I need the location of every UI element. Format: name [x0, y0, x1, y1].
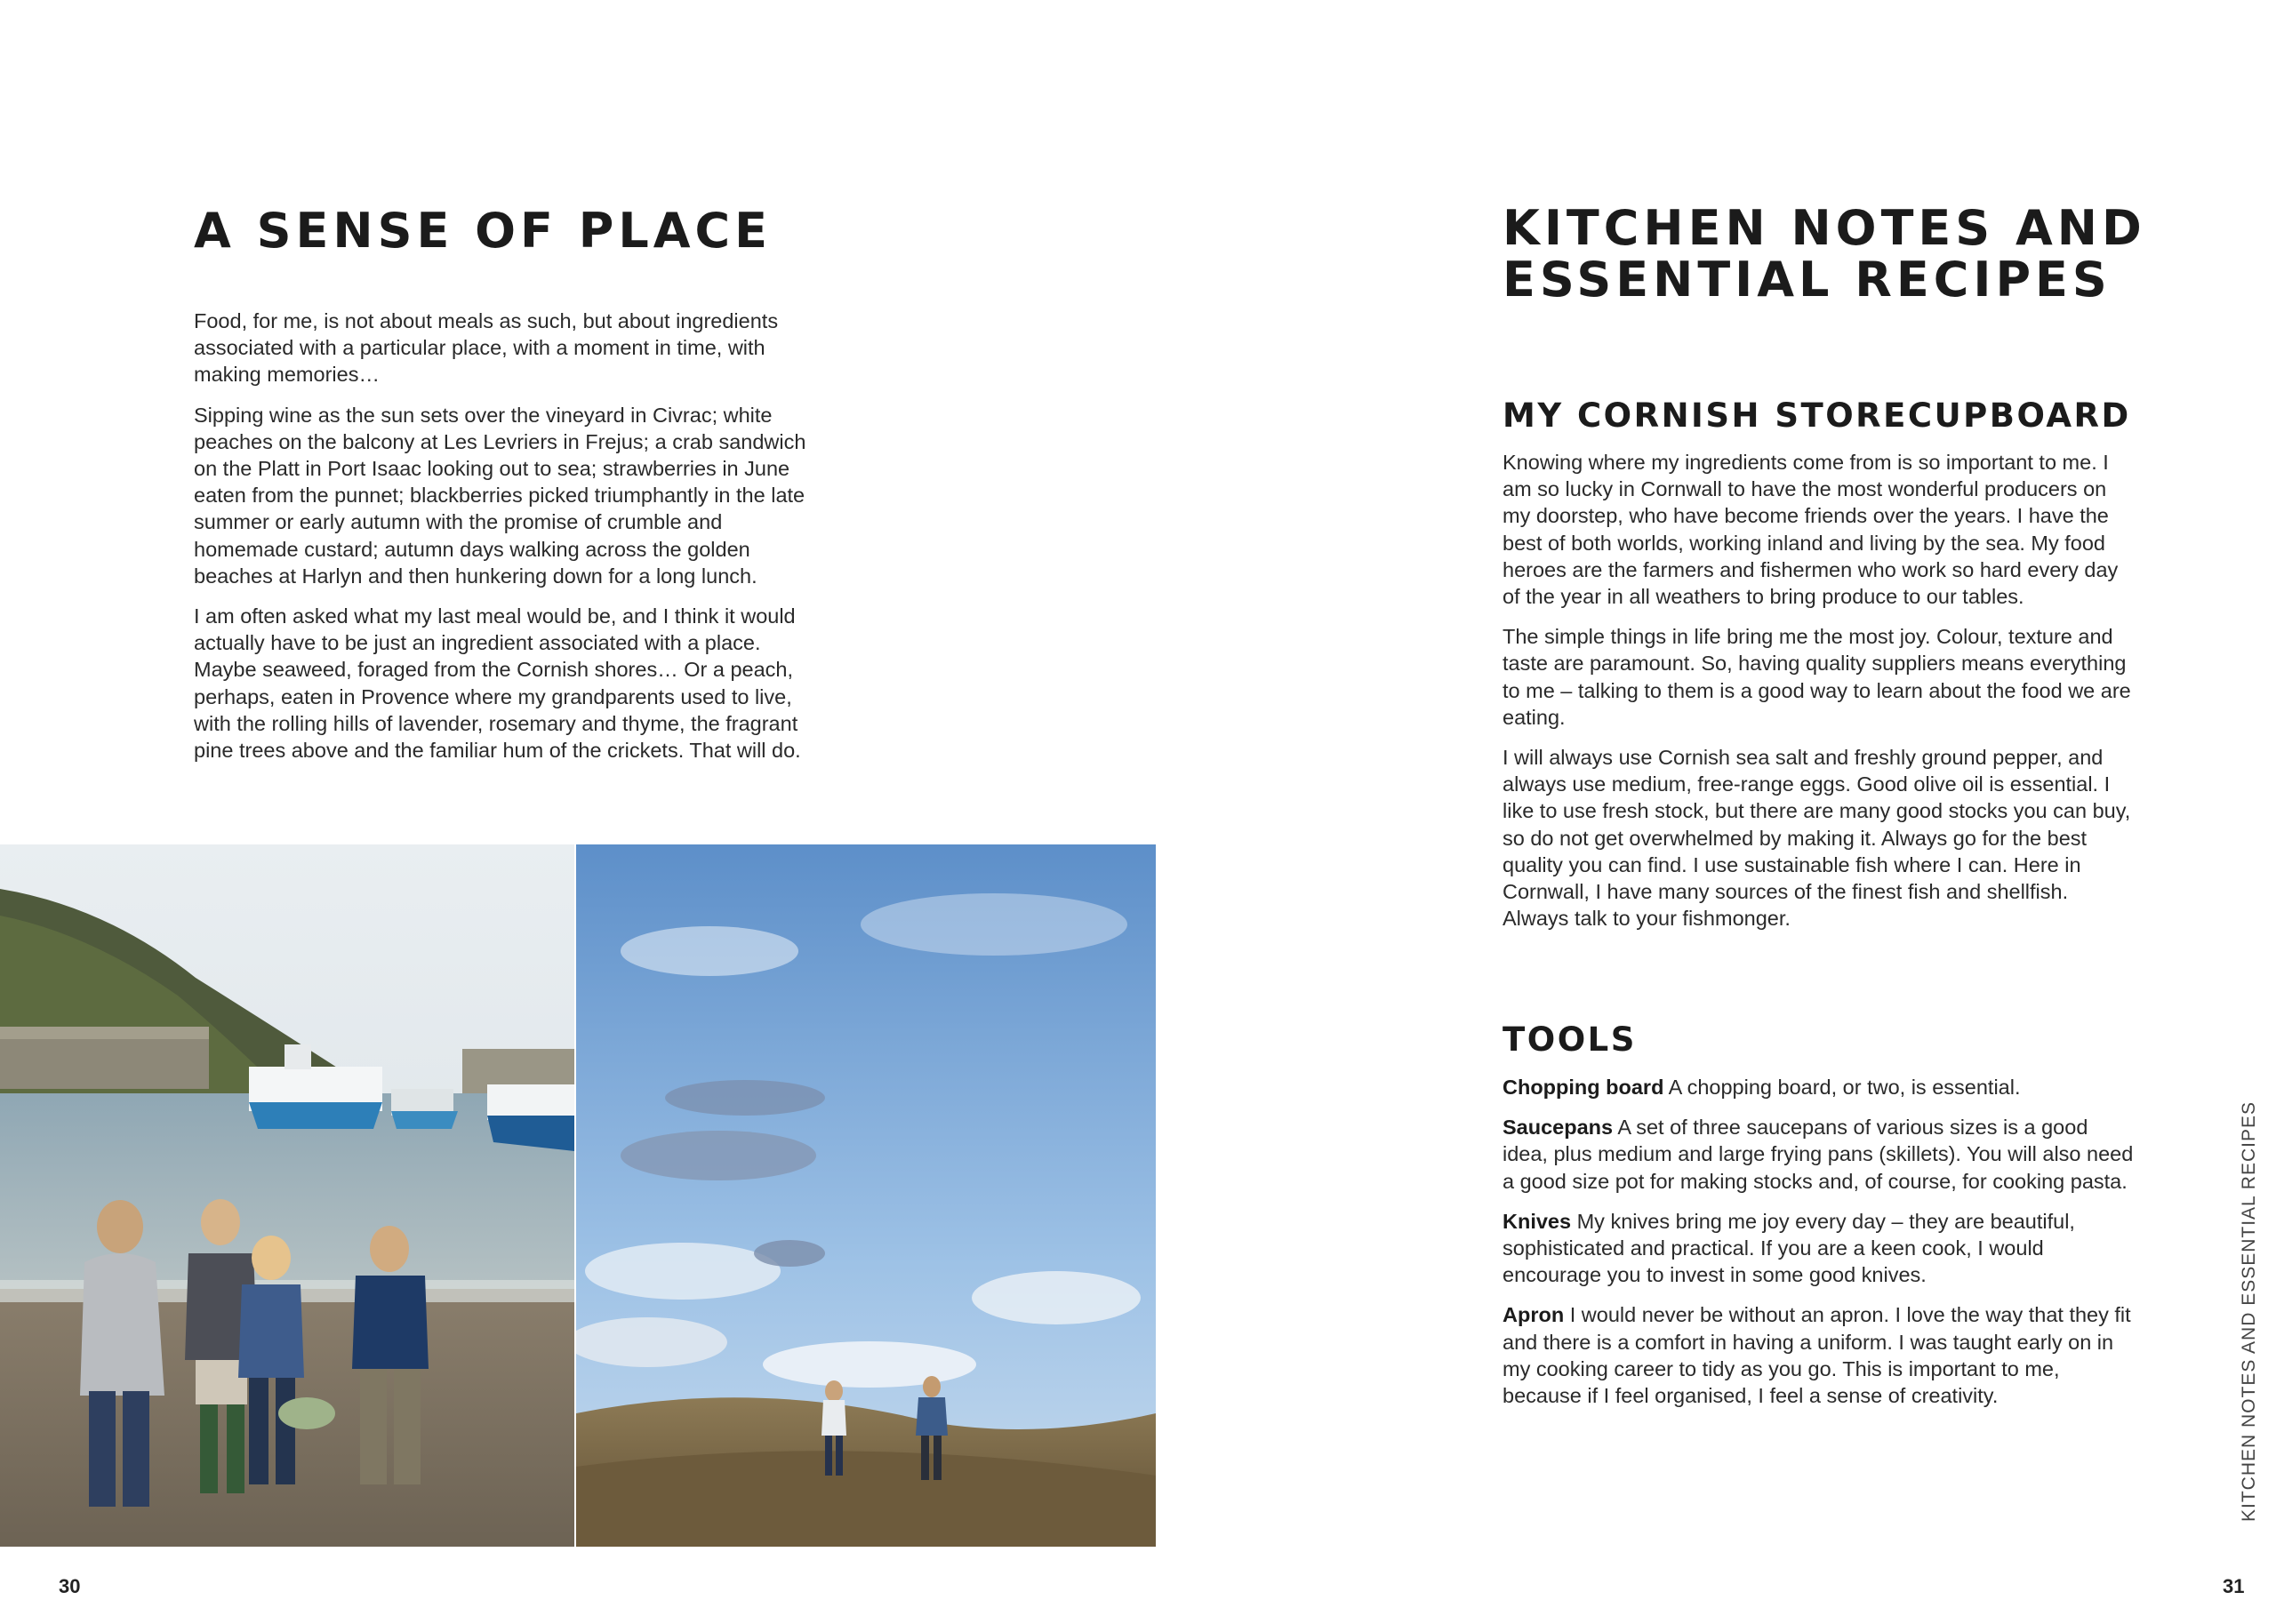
tool-term: Apron [1503, 1303, 1565, 1327]
storecupboard-paragraph-2: The simple things in life bring me the most joy. Colour, texture and taste are paramount. So, having quality suppliers means everything to me – talking to them is a good way to learn about the food we are eating. [1503, 625, 2131, 729]
tools-heading: TOOLS [1503, 1020, 1637, 1059]
tool-item-chopping-board [1503, 1074, 2134, 1100]
tool-description: My knives bring me joy every day – they are beautiful, sophisticated and practical. If you are a keen cook, I would encourage you to invest in some good knives. [1503, 1209, 2075, 1287]
tool-description: A chopping board, or two, is essential. [1663, 1076, 2021, 1099]
storecupboard-body [1503, 449, 2134, 945]
harbour-family-photo [0, 844, 574, 1547]
left-paragraph-2: Sipping wine as the sun sets over the vineyard in Civrac; white peaches on the balcony at Les Levriers in Frejus; a crab sandwich on the Platt in Port Isaac looking out to sea; strawberries in June eaten from the punnet; blackberries picked triumphantly in the late summer or early autumn with the promise of crumble and homemade custard; autumn days walking across the golden beaches at Harlyn and then hunkering down for a long lunch. [194, 403, 806, 588]
right-title-line-1: KITCHEN NOTES AND [1503, 200, 2146, 256]
page-number-right: 31 [2223, 1575, 2245, 1597]
tool-term: Chopping board [1503, 1076, 1664, 1099]
tool-item-knives [1503, 1208, 2134, 1289]
storecupboard-heading: MY CORNISH STORECUPBOARD [1503, 396, 2131, 435]
left-page-body [194, 308, 816, 777]
right-title-line-2: ESSENTIAL RECIPES [1503, 252, 2112, 308]
clifftop-walk-photo [576, 844, 1156, 1547]
storecupboard-paragraph-3: I will always use Cornish sea salt and freshly ground pepper, and always use medium, free-range eggs. Good olive oil is essential. I like to use fresh stock, but there are many good stocks you can buy, so do not get overwhelmed by making it. Always go for the best quality you can find. I use sustainable fish where I can. Here in Cornwall, I have many sources of the finest fish and shellfish. Always talk to your fishmonger. [1503, 746, 2131, 931]
tool-term: Saucepans [1503, 1116, 1614, 1140]
tool-description: I would never be without an apron. I love the way that they fit and there is a comfort in having a uniform. I was taught early on in my cooking career to tidy as you go. This is important to me, because if I feel organised, I feel a sense of creativity. [1503, 1303, 2131, 1408]
chapter-side-label: KITCHEN NOTES AND ESSENTIAL RECIPES [2239, 1101, 2259, 1522]
right-page-title [1503, 200, 2146, 308]
tool-item-apron [1503, 1301, 2134, 1409]
storecupboard-paragraph-1: Knowing where my ingredients come from is so important to me. I am so lucky in Cornwall to have the most wonderful producers on my doorstep, who have become friends over the years. I have the best of both worlds, working inland and living by the sea. My food heroes are the farmers and fishermen who work so hard every day of the year in all weathers to bring produce to our tables. [1503, 451, 2119, 609]
tools-list [1503, 1074, 2134, 1422]
tool-item-saucepans [1503, 1114, 2134, 1195]
left-page-title: A SENSE OF PLACE [194, 203, 773, 259]
left-paragraph-1: Food, for me, is not about meals as such, but about ingredients associated with a particular place, with a moment in time, with making memories… [194, 309, 779, 387]
left-paragraph-3: I am often asked what my last meal would be, and I think it would actually have to be just an ingredient associated with a place. Maybe seaweed, foraged from the Cornish shores… Or a peach, perhaps, eaten in Provence where my grandparents used to live, with the rolling hills of lavender, rosemary and thyme, the fragrant pine trees above and the familiar hum of the crickets. That will do. [194, 604, 801, 763]
tool-term: Knives [1503, 1209, 1572, 1233]
tool-description: A set of three saucepans of various sizes is a good idea, plus medium and large frying pans (skillets). You will also need a good size pot for making stocks and, of course, for cooking pasta. [1503, 1116, 2134, 1193]
page-number-left: 30 [59, 1575, 81, 1597]
